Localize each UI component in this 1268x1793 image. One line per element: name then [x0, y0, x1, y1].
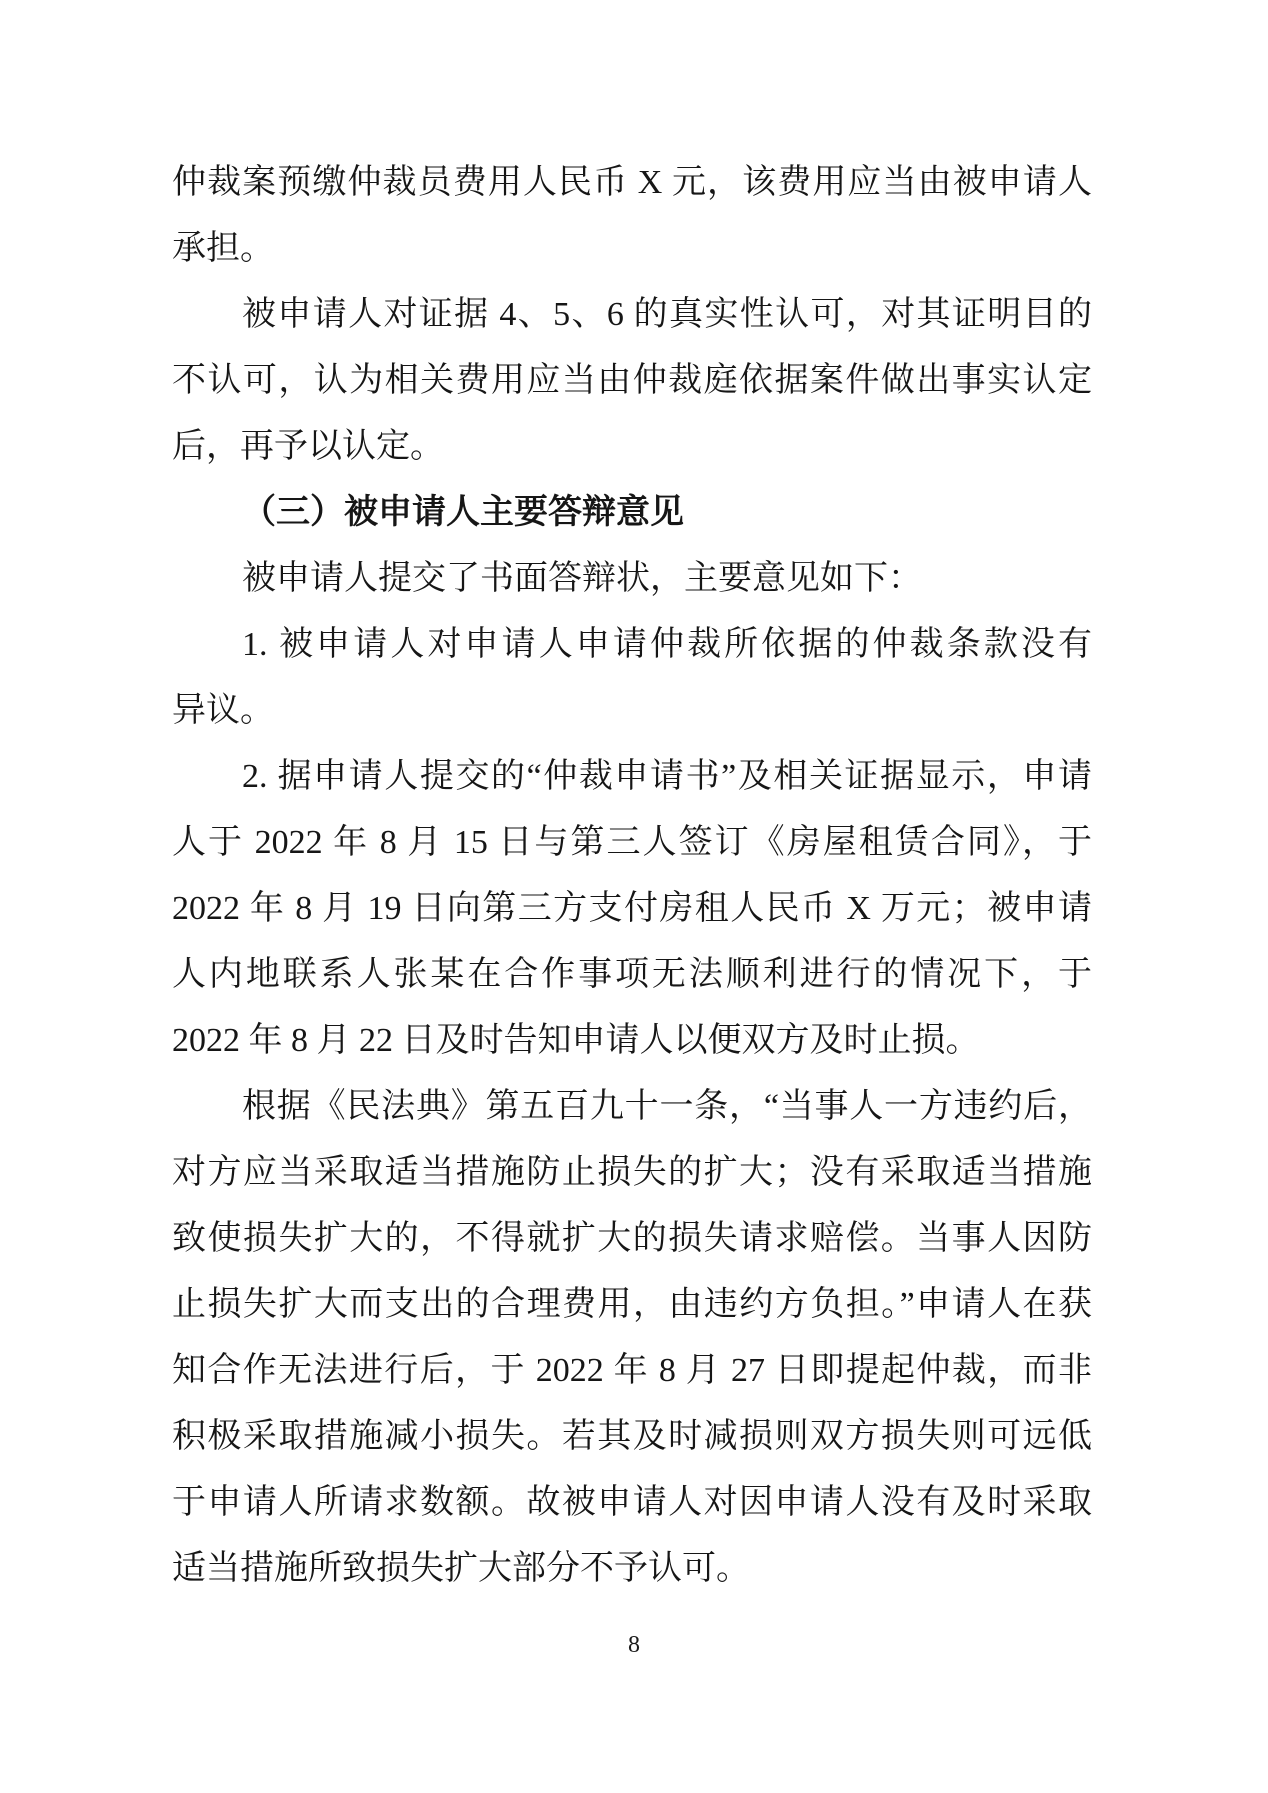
text-line: 人内地联系人张某在合作事项无法顺利进行的情况下，于 [172, 956, 1092, 993]
text-line: 2022 年 8 月 19 日向第三方支付房租人民币 X 万元；被申请 [172, 890, 1092, 927]
text-line: 适当措施所致损失扩大部分不予认可。 [172, 1550, 750, 1587]
text-line: 后，再予以认定。 [172, 428, 444, 465]
text-line: 不认可，认为相关费用应当由仲裁庭依据案件做出事实认定 [172, 362, 1092, 399]
text-line: 人于 2022 年 8 月 15 日与第三人签订《房屋租赁合同》，于 [172, 824, 1092, 861]
text-line: 对方应当采取适当措施防止损失的扩大；没有采取适当措施 [172, 1154, 1092, 1191]
text-line: 积极采取措施减小损失。若其及时减损则双方损失则可远低 [172, 1418, 1092, 1455]
text-line: 致使损失扩大的，不得就扩大的损失请求赔偿。当事人因防 [172, 1220, 1092, 1257]
text-line: 2. 据申请人提交的“仲裁申请书”及相关证据显示，申请 [242, 758, 1092, 795]
page-number: 8 [628, 1632, 640, 1658]
text-line: 异议。 [172, 692, 274, 729]
text-line: 1. 被申请人对申请人申请仲裁所依据的仲裁条款没有 [242, 626, 1092, 663]
text-line: 知合作无法进行后，于 2022 年 8 月 27 日即提起仲裁，而非 [172, 1352, 1092, 1389]
text-line: 止损失扩大而支出的合理费用，由违约方负担。”申请人在获 [172, 1286, 1092, 1323]
text-line: 2022 年 8 月 22 日及时告知申请人以便双方及时止损。 [172, 1022, 980, 1059]
text-line: （三）被申请人主要答辩意见 [242, 494, 684, 531]
text-line: 承担。 [172, 230, 274, 267]
text-line: 被申请人对证据 4、5、6 的真实性认可，对其证明目的 [242, 296, 1092, 333]
text-line: 于申请人所请求数额。故被申请人对因申请人没有及时采取 [172, 1484, 1092, 1521]
document-body [172, 150, 1092, 1602]
text-line: 仲裁案预缴仲裁员费用人民币 X 元，该费用应当由被申请人 [172, 164, 1092, 201]
text-line: 被申请人提交了书面答辩状，主要意见如下： [242, 560, 922, 597]
text-line: 根据《民法典》第五百九十一条，“当事人一方违约后， [242, 1088, 1092, 1125]
